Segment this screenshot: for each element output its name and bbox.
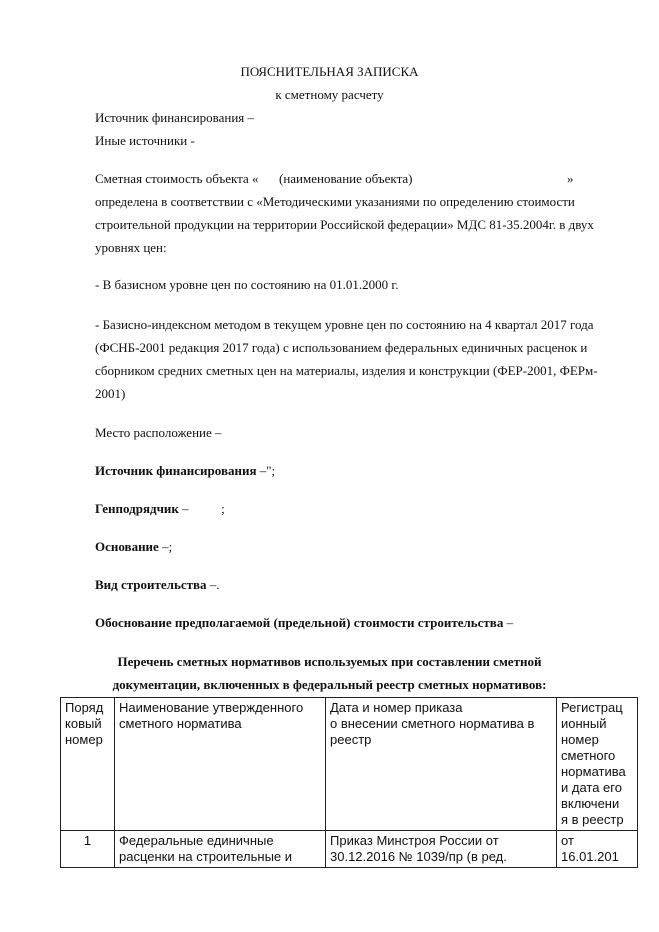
document-title: ПОЯСНИТЕЛЬНАЯ ЗАПИСКА: [240, 64, 419, 79]
index-method-line-4: 2001): [95, 386, 126, 401]
list-heading-line-1: [0, 654, 659, 670]
cost-line-1c: »: [567, 171, 574, 186]
header-text: номер: [65, 732, 103, 747]
cell-text: Федеральные единичные: [119, 833, 274, 848]
field-label: Обоснование предполагаемой (предельной) стоимости строительства: [95, 615, 504, 630]
header-text: ковый: [65, 716, 102, 731]
field-label: Вид строительства: [95, 577, 207, 592]
header-text: о внесении сметного норматива в: [330, 716, 535, 731]
field-funding-source: [95, 463, 275, 479]
cost-line-3: строительной продукции на территории Российской федерации» МДС 81-35.2004г. в двух: [95, 217, 594, 232]
document-subtitle: к сметному расчету: [275, 87, 384, 102]
index-method-line-2: (ФСНБ-2001 редакция 2017 года) с использованием федеральных единичных расценок и: [95, 340, 588, 355]
normatives-table: [60, 697, 638, 868]
table-header-row: [61, 698, 638, 831]
row-registration-number: [557, 831, 638, 868]
header-text: я в реестр: [561, 812, 624, 827]
cost-line-1a: Сметная стоимость объекта «: [95, 171, 259, 186]
list-heading-line-2: [0, 677, 659, 693]
header-text: ионный: [561, 716, 607, 731]
header-order-number: [61, 698, 115, 831]
header-text: включени: [561, 796, 620, 811]
table-row: [61, 831, 638, 868]
list-heading-text-1: Перечень сметных нормативов используемых при составлении сметной: [117, 654, 542, 669]
header-text: норматива: [561, 764, 626, 779]
field-value: –: [503, 615, 514, 630]
field-basis: [95, 539, 172, 555]
field-label: Основание: [95, 539, 159, 554]
index-method-line-3: сборником средних сметных цен на материалы, изделия и конструкции (ФЕР-2001, ФЕРм-: [95, 363, 598, 378]
other-sources-line: Иные источники -: [95, 133, 195, 148]
index-method-line-1: - Базисно-индексном методом в текущем уровне цен по состоянию на 4 квартал 2017 года: [95, 317, 594, 332]
header-text: сметного: [561, 748, 616, 763]
row-normative-name: [115, 831, 326, 868]
row-order-date: [326, 831, 557, 868]
header-registration-number: [557, 698, 638, 831]
header-order-date: [326, 698, 557, 831]
cost-line-4: уровнях цен:: [95, 240, 167, 255]
cost-line-2: определена в соответствии с «Методическими указаниями по определению стоимости: [95, 194, 575, 209]
header-text: Регистрац: [561, 700, 623, 715]
field-value: –;: [158, 539, 173, 554]
field-label: Источник финансирования: [95, 463, 257, 478]
cell-text: Приказ Минстроя России от: [330, 833, 499, 848]
location-line: Место расположение –: [95, 425, 222, 440]
cell-text: 30.12.2016 № 1039/пр (в ред.: [330, 849, 507, 864]
header-normative-name: [115, 698, 326, 831]
header-text: Дата и номер приказа: [330, 700, 463, 715]
base-level-line: - В базисном уровне цен по состоянию на 01.01.2000 г.: [95, 277, 399, 292]
field-value: –.: [206, 577, 220, 592]
field-construction-type: [95, 577, 220, 593]
funding-source-line: Источник финансирования –: [95, 110, 255, 125]
list-heading-text-2: документации, включенных в федеральный реестр сметных нормативов:: [112, 677, 547, 692]
header-text: реестр: [330, 732, 372, 747]
header-text: Наименование утвержденного: [119, 700, 304, 715]
object-name-placeholder: (наименование объекта): [279, 171, 413, 186]
header-text: номер: [561, 732, 599, 747]
cell-text: 1: [83, 833, 92, 848]
cell-text: расценки на строительные и: [119, 849, 293, 864]
field-value: – ;: [178, 501, 225, 516]
cell-text: 16.01.201: [561, 849, 619, 864]
field-cost-justification: [95, 615, 513, 631]
header-text: и дата его: [561, 780, 622, 795]
field-general-contractor: [95, 501, 225, 517]
field-label: Генподрядчик: [95, 501, 179, 516]
field-value: –";: [256, 463, 276, 478]
header-text: сметного норматива: [119, 716, 242, 731]
header-text: Поряд: [65, 700, 104, 715]
row-order-number: [61, 831, 115, 868]
cell-text: от: [561, 833, 574, 848]
